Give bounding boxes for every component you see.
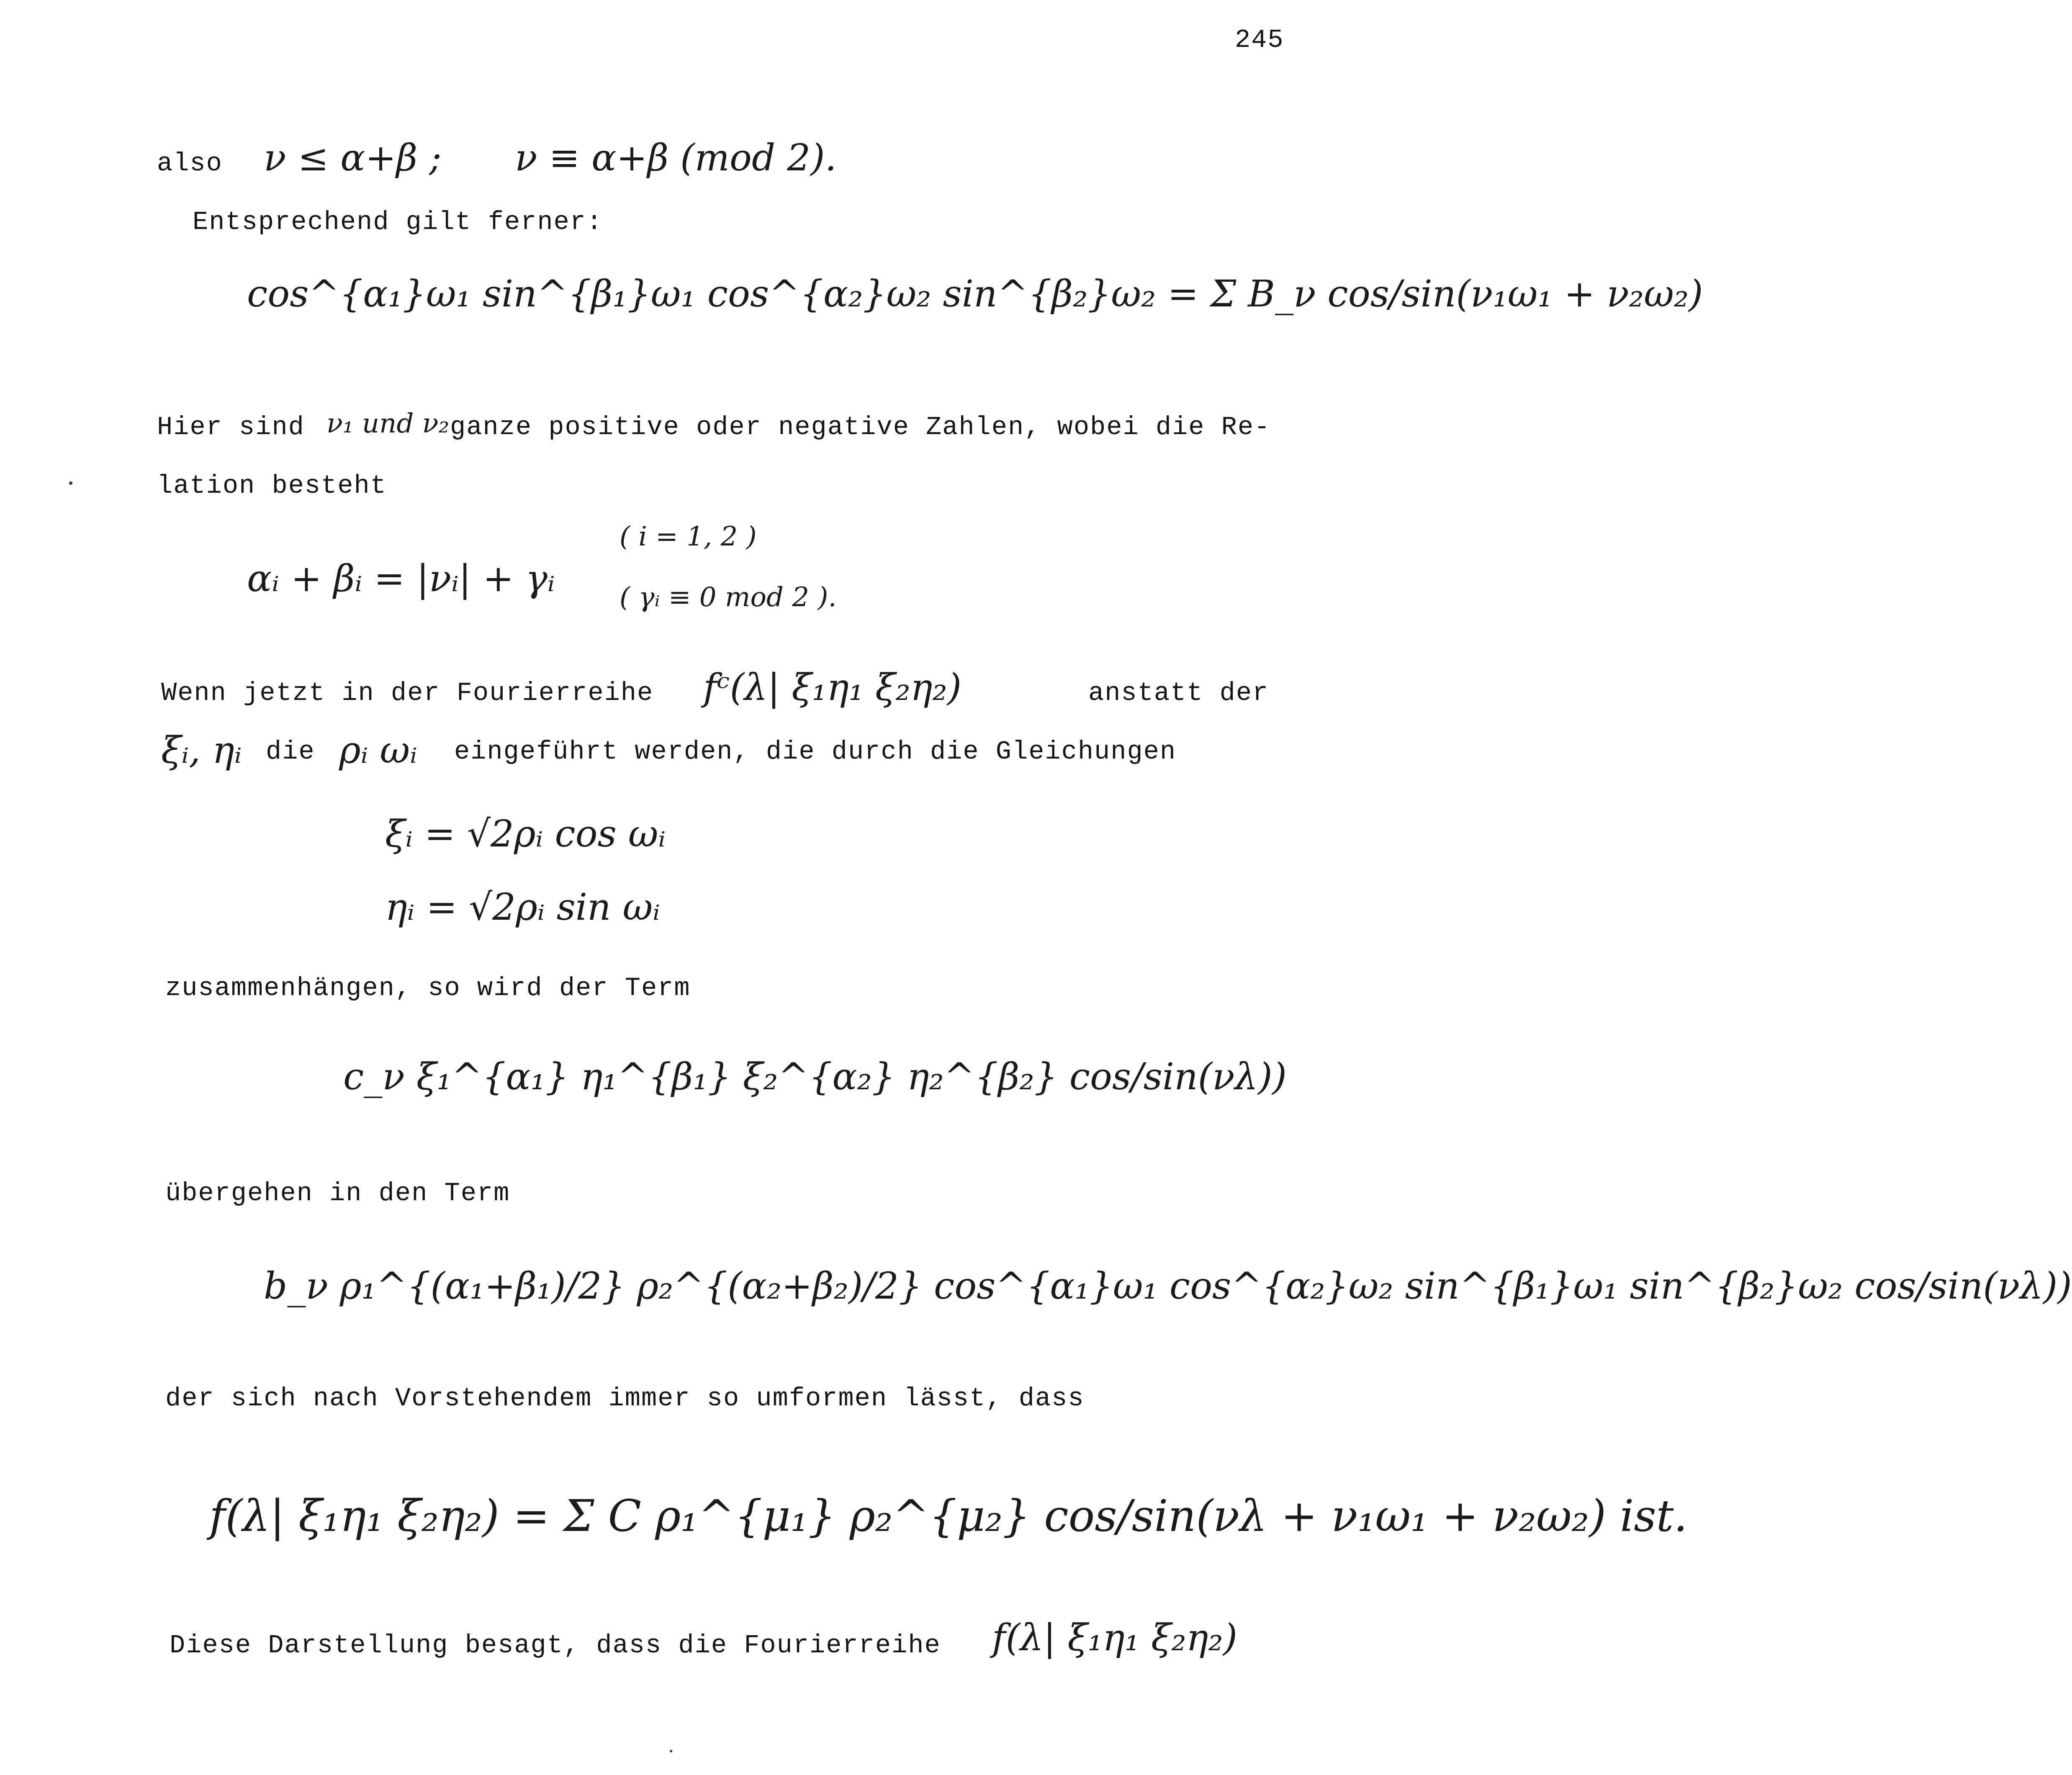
formula-cond-i: ( i = 1, 2 ) <box>620 521 757 552</box>
text-die-2: eingeführt werden, die durch die Gleichungen <box>454 737 1177 767</box>
formula-term-c: c_ν ξ₁^{α₁} η₁^{β₁} ξ₂^{α₂} η₂^{β₂} cos/sin(νλ)) <box>343 1055 1287 1098</box>
formula-diese-f: f(λ| ξ₁η₁ ξ₂η₂) <box>992 1616 1238 1659</box>
text-wenn-2: anstatt der <box>1088 678 1269 708</box>
text-hier-1: Hier sind <box>157 412 305 442</box>
text-diese: Diese Darstellung besagt, dass die Fourierreihe <box>170 1631 941 1660</box>
formula-nu-equiv: ν ≡ α+β (mod 2). <box>515 136 837 179</box>
formula-cond-gamma: ( γᵢ ≡ 0 mod 2 ). <box>620 582 837 613</box>
formula-eq-eta: ηᵢ = √2ρᵢ sin ωᵢ <box>385 885 660 929</box>
formula-xi-eta: ξᵢ, ηᵢ <box>161 728 242 772</box>
formula-fc: fᶜ(λ| ξ₁η₁ ξ₂η₂) <box>703 666 962 709</box>
formula-nu1-nu2: ν₁ und ν₂ <box>326 408 450 439</box>
text-also: also <box>157 149 223 178</box>
formula-fourier-b: cos^{α₁}ω₁ sin^{β₁}ω₁ cos^{α₂}ω₂ sin^{β₂}ω₂ = Σ B_ν cos/sin(ν₁ω₁ + ν₂ω₂) <box>247 272 1703 315</box>
text-relation: lation besteht <box>157 471 387 501</box>
scan-speck <box>69 481 72 485</box>
page-number: 245 <box>1235 25 1284 55</box>
formula-nu-le: ν ≤ α+β ; <box>264 136 442 179</box>
formula-final: f(λ| ξ₁η₁ ξ₂η₂) = Σ C ρ₁^{μ₁} ρ₂^{μ₂} cos/sin(νλ + ν₁ω₁ + ν₂ω₂) ist. <box>209 1490 1688 1541</box>
text-uebergehen: übergehen in den Term <box>165 1178 510 1208</box>
formula-eq-xi: ξᵢ = √2ρᵢ cos ωᵢ <box>385 812 666 855</box>
scan-speck <box>670 1750 672 1752</box>
text-die-1: die <box>266 737 315 767</box>
text-zusammen: zusammenhängen, so wird der Term <box>165 973 691 1003</box>
text-entsprechend: Entsprechend gilt ferner: <box>193 207 603 237</box>
formula-relation: αᵢ + βᵢ = |νᵢ| + γᵢ <box>247 557 555 600</box>
formula-rho-omega: ρᵢ ωᵢ <box>339 728 417 772</box>
text-der-sich: der sich nach Vorstehendem immer so umformen lässt, dass <box>165 1384 1085 1413</box>
text-wenn-1: Wenn jetzt in der Fourierreihe <box>161 678 654 708</box>
formula-term-b: b_ν ρ₁^{(α₁+β₁)/2} ρ₂^{(α₂+β₂)/2} cos^{α₁}ω₁ cos^{α₂}ω₂ sin^{β₁}ω₁ sin^{β₂}ω₂ cos/sin(νλ)) <box>264 1264 2072 1307</box>
text-hier-2: ganze positive oder negative Zahlen, wobei die Re- <box>450 412 1271 442</box>
